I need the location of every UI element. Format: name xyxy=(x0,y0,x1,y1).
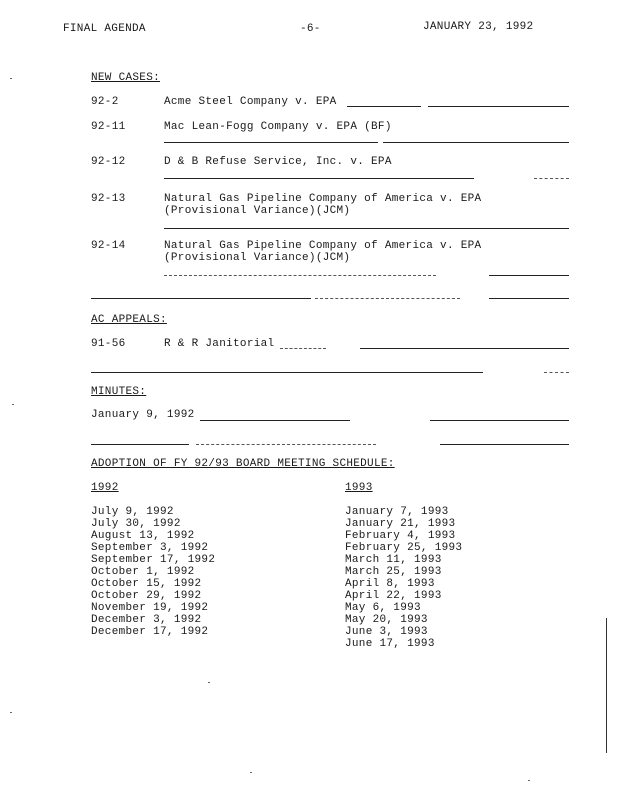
scan-speck xyxy=(10,78,12,79)
case-title: Acme Steel Company v. EPA xyxy=(164,96,337,108)
case-number: 92-12 xyxy=(91,156,126,168)
signature-line xyxy=(347,106,421,107)
signature-line xyxy=(489,275,569,276)
meeting-date: September 3, 1992 xyxy=(91,542,209,554)
signature-line xyxy=(91,444,189,445)
meeting-date: June 3, 1993 xyxy=(345,626,428,638)
meeting-date: July 9, 1992 xyxy=(91,506,174,518)
case-title: Natural Gas Pipeline Company of America v. EPA xyxy=(164,193,482,205)
meeting-date: July 30, 1992 xyxy=(91,518,181,530)
year-1992-heading: 1992 xyxy=(91,482,119,494)
signature-line xyxy=(164,178,474,179)
signature-line xyxy=(91,372,483,373)
meeting-date: October 15, 1992 xyxy=(91,578,202,590)
signature-line xyxy=(196,444,376,445)
meeting-date: October 1, 1992 xyxy=(91,566,195,578)
header-left: FINAL AGENDA xyxy=(63,23,146,35)
schedule-heading: ADOPTION OF FY 92/93 BOARD MEETING SCHEDULE: xyxy=(91,458,395,470)
meeting-date: April 8, 1993 xyxy=(345,578,435,590)
signature-line xyxy=(360,348,569,349)
page-number: -6- xyxy=(300,23,321,35)
case-number: 92-11 xyxy=(91,121,126,133)
case-title: Natural Gas Pipeline Company of America v. EPA xyxy=(164,240,482,252)
meeting-date: November 19, 1992 xyxy=(91,602,209,614)
case-number: 92-2 xyxy=(91,96,119,108)
meeting-date: May 6, 1993 xyxy=(345,602,421,614)
signature-line xyxy=(489,298,569,299)
case-title-detail: (Provisional Variance)(JCM) xyxy=(164,205,351,217)
meeting-date: December 17, 1992 xyxy=(91,626,209,638)
meeting-date: September 17, 1992 xyxy=(91,554,216,566)
signature-line xyxy=(164,228,569,229)
meeting-date: January 7, 1993 xyxy=(345,506,449,518)
case-number: 92-13 xyxy=(91,193,126,205)
meeting-date: March 25, 1993 xyxy=(345,566,442,578)
appeal-title: R & R Janitorial xyxy=(164,338,275,350)
scan-speck xyxy=(250,772,252,773)
meeting-date: June 17, 1993 xyxy=(345,638,435,650)
meeting-date: February 25, 1993 xyxy=(345,542,463,554)
signature-line xyxy=(164,275,436,276)
meeting-date: April 22, 1993 xyxy=(345,590,442,602)
signature-line xyxy=(430,420,569,421)
meeting-date: February 4, 1993 xyxy=(345,530,456,542)
scan-speck xyxy=(10,712,12,713)
signature-line xyxy=(91,298,311,299)
signature-line xyxy=(534,178,569,179)
new-cases-heading: NEW CASES: xyxy=(91,72,161,84)
meeting-date: October 29, 1992 xyxy=(91,590,202,602)
signature-line xyxy=(544,372,569,373)
meeting-date: August 13, 1992 xyxy=(91,530,195,542)
signature-line xyxy=(200,420,350,421)
scan-speck xyxy=(12,404,14,405)
signature-line xyxy=(164,142,378,143)
minutes-heading: MINUTES: xyxy=(91,386,147,398)
meeting-date: May 20, 1993 xyxy=(345,614,428,626)
scan-speck xyxy=(528,780,530,781)
signature-line xyxy=(383,142,569,143)
meeting-date: December 3, 1992 xyxy=(91,614,202,626)
signature-line xyxy=(428,106,569,107)
case-title-detail: (Provisional Variance)(JCM) xyxy=(164,252,351,264)
appeal-number: 91-56 xyxy=(91,338,126,350)
ac-appeals-heading: AC APPEALS: xyxy=(91,314,167,326)
meeting-date: March 11, 1993 xyxy=(345,554,442,566)
header-date: JANUARY 23, 1992 xyxy=(423,21,534,33)
meeting-date: January 21, 1993 xyxy=(345,518,456,530)
scan-speck xyxy=(208,682,210,683)
signature-line xyxy=(315,298,460,299)
case-number: 92-14 xyxy=(91,240,126,252)
scan-edge-line xyxy=(606,618,607,753)
signature-line xyxy=(440,444,569,445)
case-title: D & B Refuse Service, Inc. v. EPA xyxy=(164,156,392,168)
year-1993-heading: 1993 xyxy=(345,482,373,494)
signature-line xyxy=(280,348,326,349)
minutes-date: January 9, 1992 xyxy=(91,409,195,421)
case-title: Mac Lean-Fogg Company v. EPA (BF) xyxy=(164,121,392,133)
